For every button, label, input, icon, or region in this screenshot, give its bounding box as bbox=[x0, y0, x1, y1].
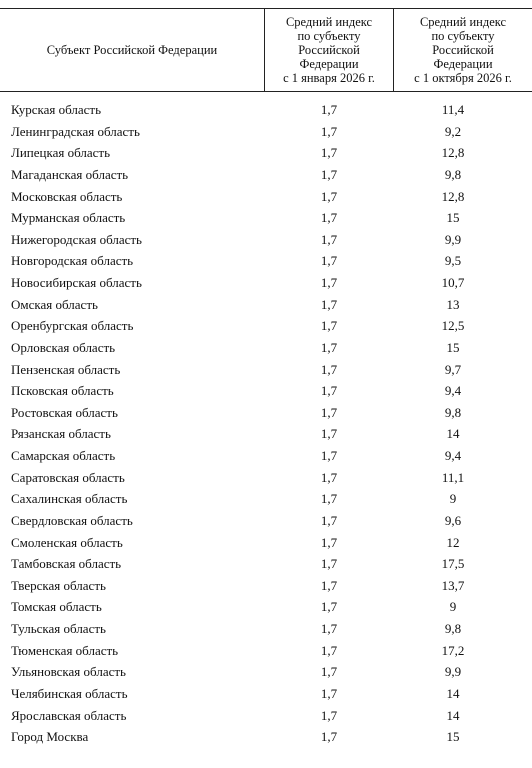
subject-name: Самарская область bbox=[11, 448, 116, 463]
subject-name: Новгородская область bbox=[11, 253, 134, 269]
index-oct-value: 15 bbox=[446, 729, 460, 745]
subject-name: Тамбовская область bbox=[11, 556, 122, 572]
table-row bbox=[0, 142, 532, 164]
table-row bbox=[0, 618, 532, 640]
index-jan-value: 1,7 bbox=[320, 275, 338, 290]
index-oct-value: 9,6 bbox=[444, 512, 462, 528]
table-row bbox=[0, 553, 532, 575]
subject-name: Ульяновская область bbox=[11, 664, 126, 680]
subject-name: Новосибирская область bbox=[11, 275, 142, 290]
header-oct-line: с 1 октября 2026 г. bbox=[414, 71, 512, 85]
index-jan-value: 1,7 bbox=[320, 145, 338, 161]
table-row bbox=[0, 423, 532, 445]
table-row bbox=[0, 445, 532, 467]
header-jan-line: по субъекту bbox=[297, 29, 361, 43]
index-jan-value: 1,7 bbox=[320, 729, 338, 745]
index-oct-value: 13,7 bbox=[441, 577, 465, 593]
header-subject-text: Субъект Российской Федерации bbox=[46, 43, 218, 57]
header-oct-line: Федерации bbox=[433, 57, 493, 71]
subject-name: Омская область bbox=[11, 296, 98, 312]
header-jan-line: с 1 января 2026 г. bbox=[283, 71, 375, 85]
table-row bbox=[0, 121, 532, 143]
subject-name: Город Москва bbox=[11, 729, 89, 745]
subject-name: Оренбургская область bbox=[11, 318, 134, 334]
table-row bbox=[0, 99, 532, 121]
table-row bbox=[0, 272, 532, 294]
index-oct-value: 9,4 bbox=[444, 448, 462, 463]
index-oct-value: 14 bbox=[446, 426, 460, 442]
header-jan-line: Федерации bbox=[299, 57, 359, 71]
index-jan-value: 1,7 bbox=[320, 707, 338, 723]
index-jan-value: 1,7 bbox=[320, 210, 338, 226]
index-oct-value: 9,8 bbox=[444, 404, 462, 420]
index-oct-value: 9,9 bbox=[444, 664, 462, 680]
header-jan bbox=[265, 8, 393, 92]
index-oct-value: 15 bbox=[446, 339, 460, 355]
subject-name: Челябинская область bbox=[11, 685, 128, 701]
subject-name: Тюменская область bbox=[11, 642, 119, 658]
header-jan-line: Российской bbox=[298, 43, 360, 57]
index-oct-value: 14 bbox=[446, 685, 460, 701]
index-jan-value: 1,7 bbox=[320, 491, 338, 507]
subject-name: Ростовская область bbox=[11, 404, 118, 420]
table-row bbox=[0, 164, 532, 186]
subject-name: Сахалинская область bbox=[11, 491, 128, 507]
index-jan-value: 1,7 bbox=[320, 426, 338, 442]
index-jan-value: 1,7 bbox=[320, 404, 338, 420]
index-oct-value: 9,8 bbox=[444, 621, 462, 636]
index-jan-value: 1,7 bbox=[320, 685, 338, 701]
index-oct-value: 11,1 bbox=[441, 469, 465, 485]
index-jan-value: 1,7 bbox=[320, 556, 338, 572]
index-jan-value: 1,7 bbox=[320, 599, 338, 615]
header-oct-line: Российской bbox=[432, 43, 494, 57]
table-row bbox=[0, 640, 532, 662]
table-row bbox=[0, 683, 532, 705]
index-jan-value: 1,7 bbox=[320, 253, 338, 269]
index-jan-value: 1,7 bbox=[320, 361, 338, 377]
subject-name: Московская область bbox=[11, 188, 123, 204]
table-row bbox=[0, 402, 532, 424]
subject-name: Ярославская область bbox=[11, 707, 127, 723]
index-oct-value: 9,4 bbox=[444, 383, 462, 399]
index-oct-value: 11,4 bbox=[441, 102, 465, 117]
table-row bbox=[0, 207, 532, 229]
table-row bbox=[0, 229, 532, 251]
header-oct bbox=[394, 8, 532, 92]
subject-name: Пензенская область bbox=[11, 361, 121, 377]
index-jan-value: 1,7 bbox=[320, 664, 338, 680]
table-row bbox=[0, 661, 532, 683]
header-oct-line: Средний индекс bbox=[419, 15, 507, 29]
table-row bbox=[0, 294, 532, 316]
table-header bbox=[0, 8, 532, 92]
table-row bbox=[0, 380, 532, 402]
index-jan-value: 1,7 bbox=[320, 102, 338, 117]
header-subject bbox=[0, 8, 264, 92]
index-oct-value: 17,2 bbox=[441, 642, 465, 658]
index-jan-value: 1,7 bbox=[320, 231, 338, 247]
header-jan-line: Средний индекс bbox=[285, 15, 373, 29]
index-jan-value: 1,7 bbox=[320, 339, 338, 355]
subject-name: Мурманская область bbox=[11, 210, 126, 226]
subject-name: Саратовская область bbox=[11, 469, 125, 485]
table-row bbox=[0, 488, 532, 510]
subject-name: Свердловская область bbox=[11, 512, 133, 528]
subject-name: Липецкая область bbox=[11, 145, 111, 161]
index-oct-value: 10,7 bbox=[441, 275, 465, 290]
subject-name: Ленинградская область bbox=[11, 123, 140, 139]
table-row bbox=[0, 532, 532, 554]
index-oct-value: 9,7 bbox=[444, 361, 462, 377]
index-jan-value: 1,7 bbox=[320, 469, 338, 485]
index-jan-value: 1,7 bbox=[320, 577, 338, 593]
index-oct-value: 12 bbox=[446, 534, 460, 550]
index-oct-value: 14 bbox=[446, 707, 460, 723]
index-jan-value: 1,7 bbox=[320, 318, 338, 334]
index-jan-value: 1,7 bbox=[320, 123, 338, 139]
index-jan-value: 1,7 bbox=[320, 642, 338, 658]
index-oct-value: 9 bbox=[449, 599, 457, 615]
index-oct-value: 12,8 bbox=[441, 145, 465, 161]
index-oct-value: 9,2 bbox=[444, 123, 462, 139]
table-row bbox=[0, 315, 532, 337]
index-jan-value: 1,7 bbox=[320, 448, 338, 463]
index-jan-value: 1,7 bbox=[320, 621, 338, 636]
table-row bbox=[0, 726, 532, 748]
table-row bbox=[0, 596, 532, 618]
subject-name: Тверская область bbox=[11, 577, 106, 593]
subject-name: Рязанская область bbox=[11, 426, 111, 442]
table-row bbox=[0, 510, 532, 532]
index-oct-value: 9,5 bbox=[444, 253, 462, 269]
subject-name: Смоленская область bbox=[11, 534, 123, 550]
subject-name: Орловская область bbox=[11, 339, 116, 355]
subject-name: Томская область bbox=[11, 599, 102, 615]
header-oct-line: по субъекту bbox=[431, 29, 495, 43]
subject-name: Курская область bbox=[11, 102, 102, 117]
index-jan-value: 1,7 bbox=[320, 166, 338, 182]
table-body bbox=[0, 99, 532, 748]
index-oct-value: 15 bbox=[446, 210, 460, 226]
index-oct-value: 9,8 bbox=[444, 166, 462, 182]
table-row bbox=[0, 186, 532, 208]
index-jan-value: 1,7 bbox=[320, 512, 338, 528]
table-row bbox=[0, 250, 532, 272]
index-oct-value: 13 bbox=[446, 296, 460, 312]
index-oct-value: 9,9 bbox=[444, 231, 462, 247]
index-oct-value: 12,5 bbox=[441, 318, 465, 334]
subject-name: Магаданская область bbox=[11, 166, 129, 182]
table-row bbox=[0, 705, 532, 727]
table-row bbox=[0, 467, 532, 489]
subject-name: Нижегородская область bbox=[11, 231, 142, 247]
index-jan-value: 1,7 bbox=[320, 383, 338, 399]
index-oct-value: 9 bbox=[449, 491, 457, 507]
table-row bbox=[0, 359, 532, 381]
index-jan-value: 1,7 bbox=[320, 534, 338, 550]
table-row bbox=[0, 337, 532, 359]
subject-name: Тульская область bbox=[11, 621, 106, 636]
index-oct-value: 17,5 bbox=[441, 556, 465, 572]
index-oct-value: 12,8 bbox=[441, 188, 465, 204]
index-jan-value: 1,7 bbox=[320, 296, 338, 312]
table-row bbox=[0, 575, 532, 597]
index-jan-value: 1,7 bbox=[320, 188, 338, 204]
subject-name: Псковская область bbox=[11, 383, 114, 399]
